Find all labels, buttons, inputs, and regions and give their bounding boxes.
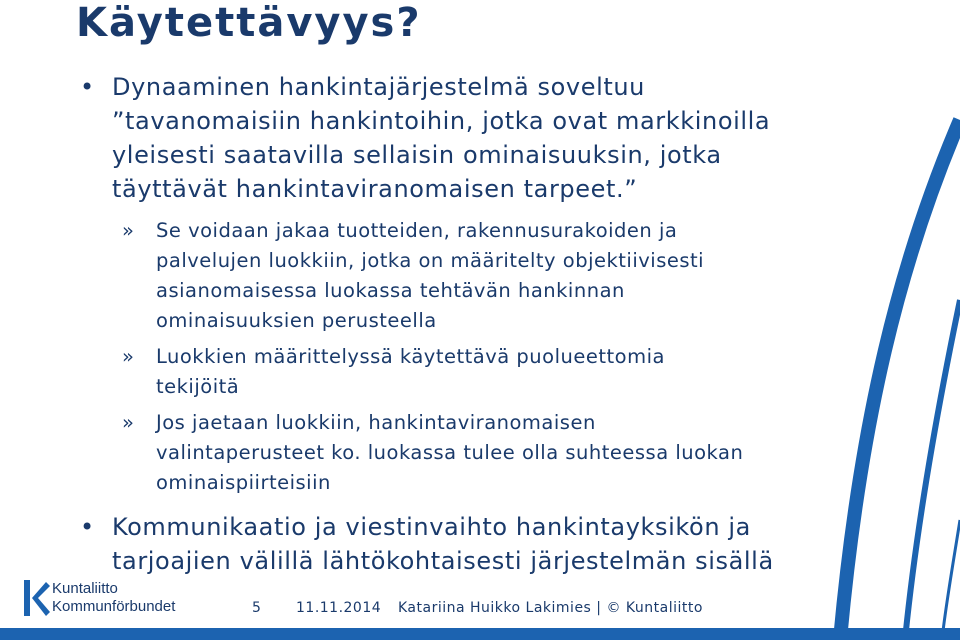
bullet-line: ”tavanomaisiin hankintoihin, jotka ovat markkinoilla (112, 107, 771, 135)
subbullet-line: palvelujen luokkiin, jotka on määritelty objektiivisesti (156, 249, 705, 272)
slide-content (78, 70, 898, 578)
subbullet-line: tekijöitä (156, 375, 240, 398)
slide-title: Käytettävyys? (76, 0, 422, 46)
subbullet-2 (78, 342, 898, 402)
bullet-line: täyttävät hankintaviranomaisen tarpeet.” (112, 175, 638, 203)
page-number: 5 (252, 600, 262, 616)
footer-author: Katariina Huikko Lakimies | © Kuntaliitto (398, 600, 703, 616)
subbullet-line: Luokkien määrittelyssä käytettävä puolueettomia (156, 345, 665, 368)
kuntaliitto-logo-icon (22, 578, 50, 618)
logo-text-fi: Kuntaliitto (52, 580, 118, 597)
subbullet-marker: » (122, 219, 135, 242)
bullet-1 (78, 70, 898, 206)
subbullet-line: ominaispiirteisiin (156, 471, 331, 494)
subbullet-line: asianomaisessa luokassa tehtävän hankinnan (156, 279, 625, 302)
subbullet-line: valintaperusteet ko. luokassa tulee olla suhteessa luokan (156, 441, 744, 464)
logo-text-sv: Kommunförbundet (52, 598, 176, 615)
subbullet-line: ominaisuuksien perusteella (156, 309, 437, 332)
bullet-line: Dynaaminen hankintajärjestelmä soveltuu (112, 73, 645, 101)
bullet-line: tarjoajien välillä lähtökohtaisesti järjestelmän sisällä (112, 547, 774, 575)
subbullet-3 (78, 408, 898, 498)
bullet-2 (78, 510, 898, 578)
bullet-marker: • (80, 513, 95, 541)
subbullet-line: Jos jaetaan luokkiin, hankintaviranomaisen (156, 411, 596, 434)
footer-bar (0, 628, 960, 640)
subbullet-marker: » (122, 411, 135, 434)
bullet-line: yleisesti saatavilla sellaisin ominaisuuksin, jotka (112, 141, 722, 169)
subbullet-marker: » (122, 345, 135, 368)
bullet-line: Kommunikaatio ja viestinvaihto hankintayksikön ja (112, 513, 751, 541)
subbullet-1 (78, 216, 898, 336)
footer-date: 11.11.2014 (296, 600, 382, 616)
bullet-marker: • (80, 73, 95, 101)
subbullet-line: Se voidaan jakaa tuotteiden, rakennusurakoiden ja (156, 219, 678, 242)
